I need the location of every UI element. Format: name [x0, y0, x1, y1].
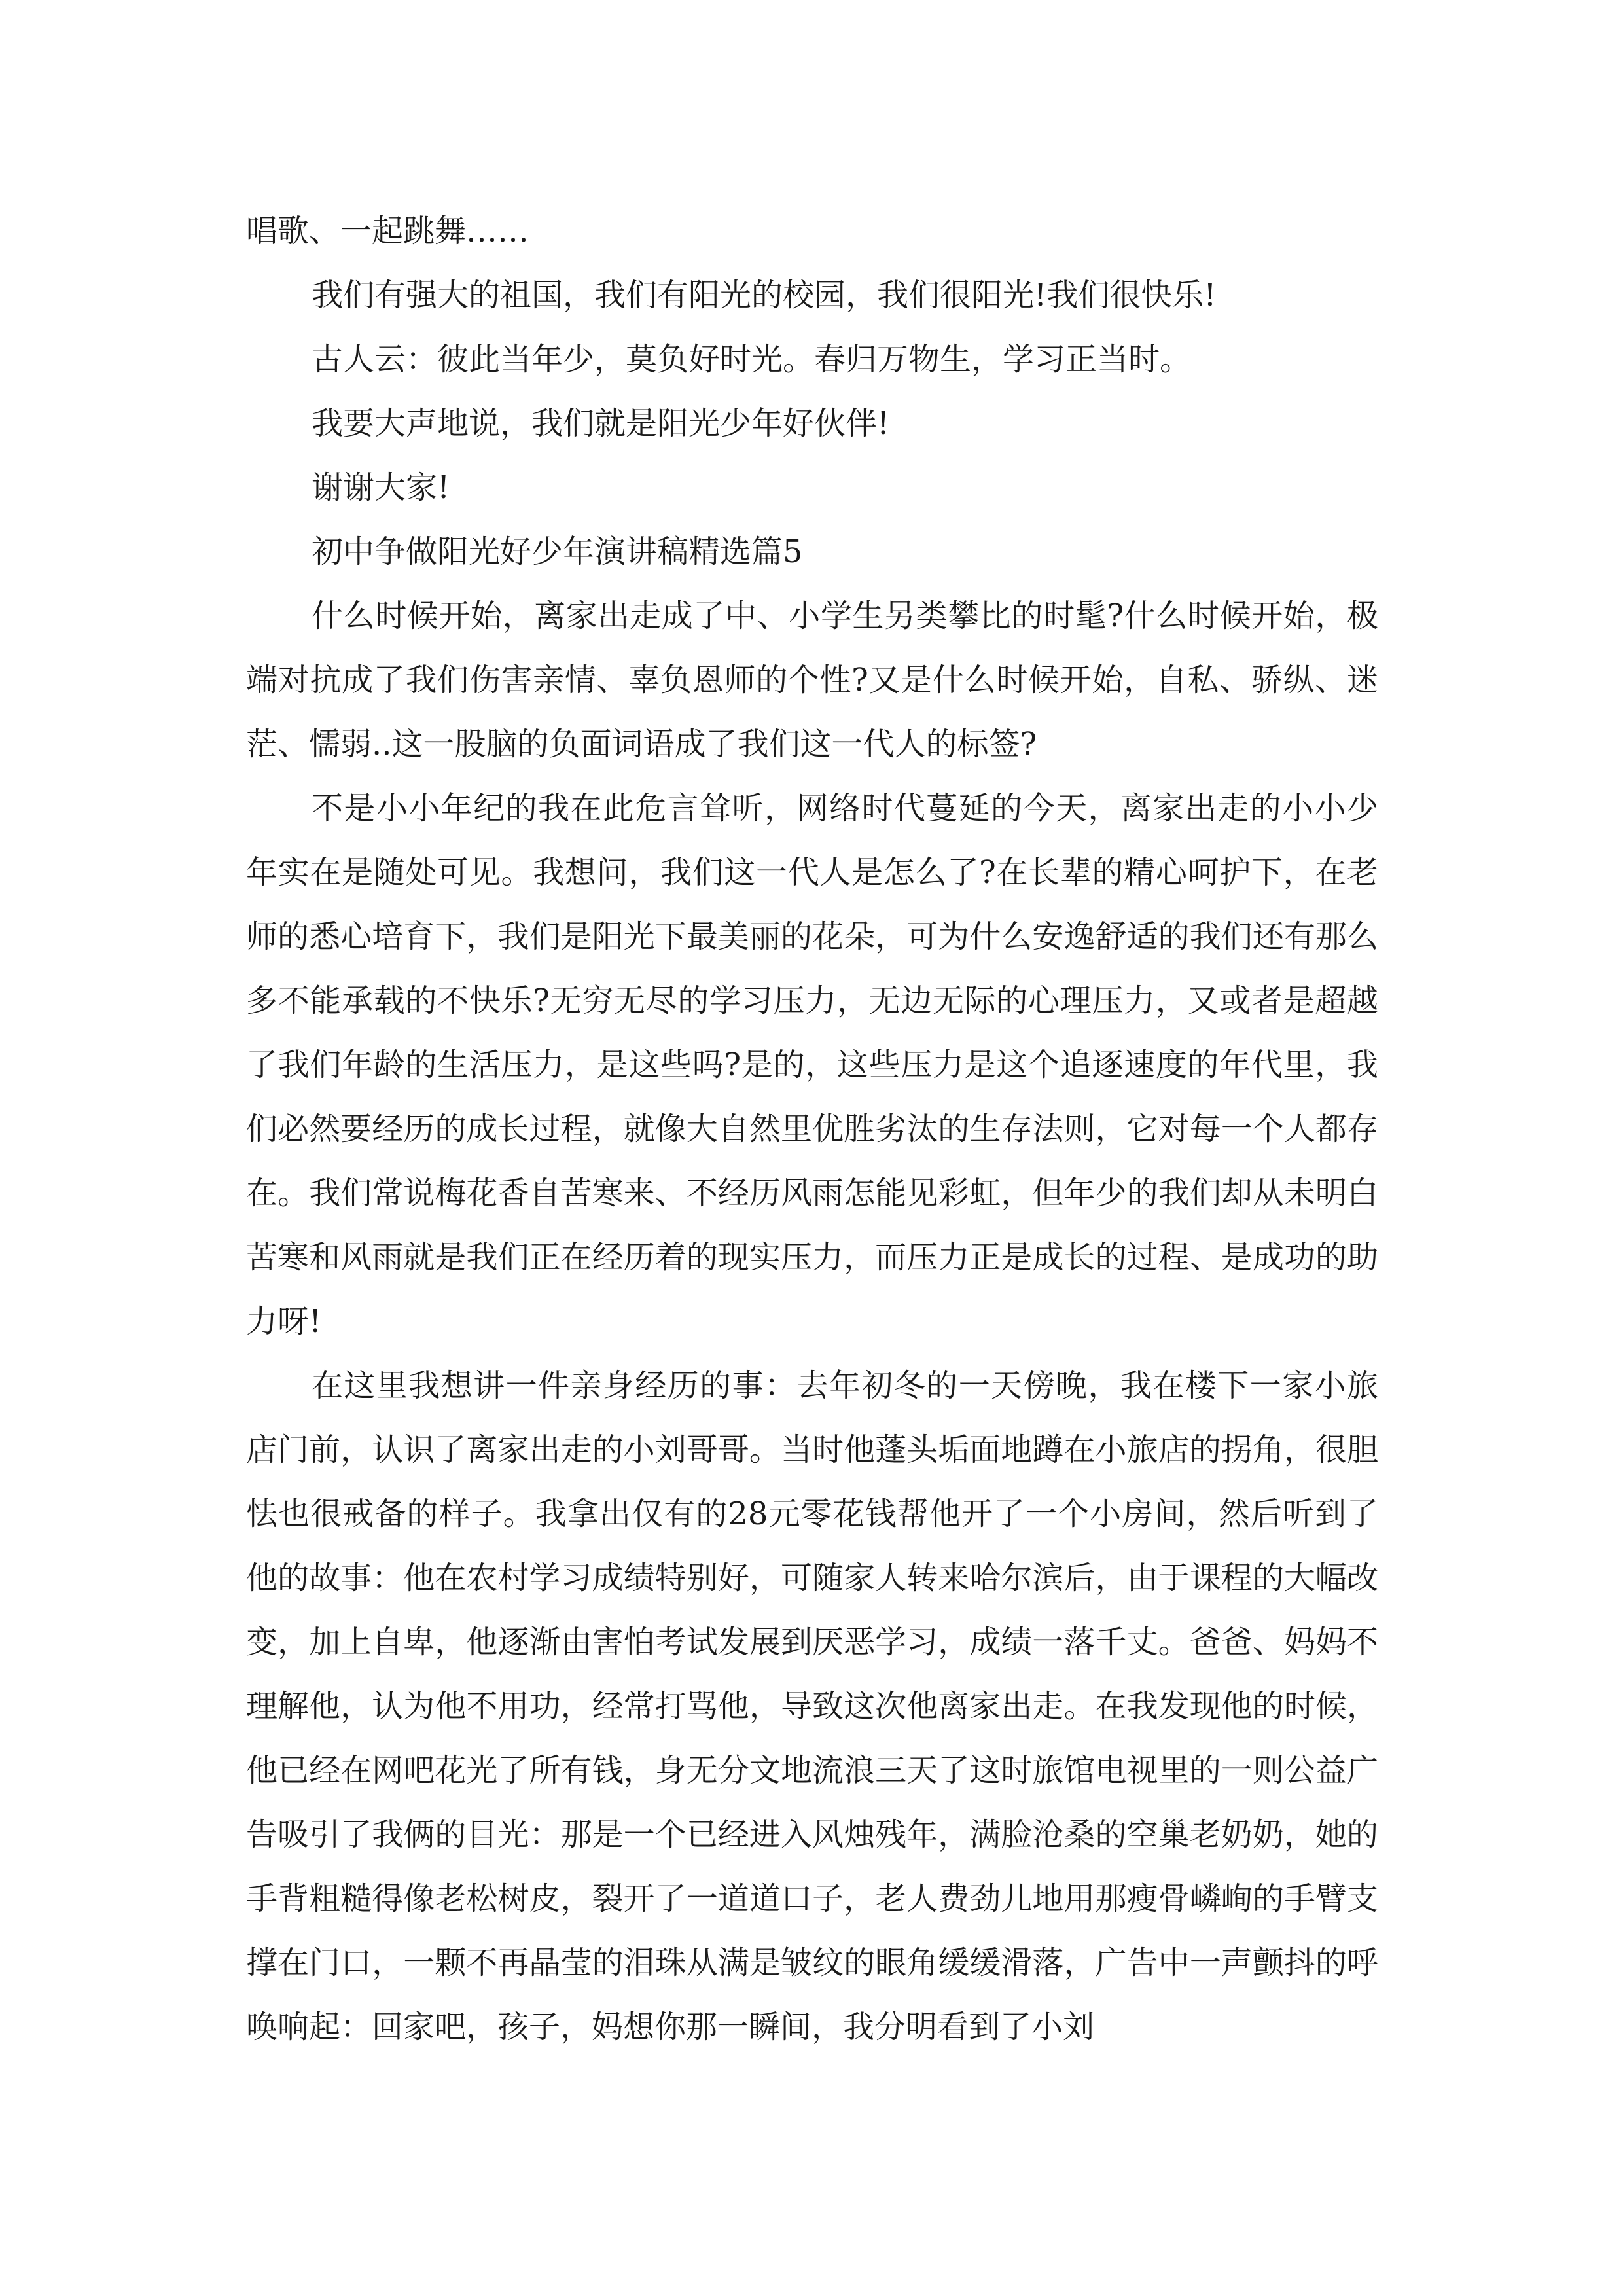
section-title: 初中争做阳光好少年演讲稿精选篇5	[312, 533, 803, 570]
paragraph-ancient-saying: 古人云：彼此当年少，莫负好时光。春归万物生，学习正当时。	[312, 341, 1192, 378]
paragraph-thanks: 谢谢大家!	[312, 469, 450, 506]
paragraph-story: 在这里我想讲一件亲身经历的事：去年初冬的一天傍晚，我在楼下一家小旅店门前，认识了离家出走的小刘哥哥。当时他蓬头垢面地蹲在小旅店的拐角，很胆怯也很戒备的样子。我拿出仅有的28元零花钱帮他开了一个小房间，然后听到了他的故事：他在农村学习成绩特别好，可随家人转来哈尔滨后，由于课程的大幅改变，加上自卑，他逐渐由害怕考试发展到厌恶学习，成绩一落千丈。爸爸、妈妈不理解他，认为他不用功，经常打骂他，导致这次他离家出走。在我发现他的时候，他已经在网吧花光了所有钱，身无分文地流浪三天了这时旅馆电视里的一则公益广告吸引了我俩的目光：那是一个已经进入风烛残年，满脸沧桑的空巢老奶奶，她的手背粗糙得像老松树皮，裂开了一道道口子，老人费劲儿地用那瘦骨嶙峋的手臂支撑在门口，一颗不再晶莹的泪珠从满是皱纹的眼角缓缓滑落，广告中一声颤抖的呼唤响起：回家吧，孩子，妈想你那一瞬间，我分明看到了小刘	[246, 1367, 1378, 2045]
paragraph-questions: 什么时候开始，离家出走成了中、小学生另类攀比的时髦?什么时候开始，极端对抗成了我们伤害亲情、辜负恩师的个性?又是什么时候开始，自私、骄纵、迷茫、懦弱..这一股脑的负面词语成了我们这一代人的标签?	[246, 598, 1378, 762]
paragraph-motherland: 我们有强大的祖国，我们有阳光的校园，我们很阳光!我们很快乐!	[312, 277, 1217, 314]
document-body	[246, 199, 1378, 2059]
paragraph-continuation: 唱歌、一起跳舞……	[246, 213, 529, 249]
paragraph-pressure: 不是小小年纪的我在此危言耸听，网络时代蔓延的今天，离家出走的小小少年实在是随处可见。我想问，我们这一代人是怎么了?在长辈的精心呵护下，在老师的悉心培育下，我们是阳光下最美丽的花朵，可为什么安逸舒适的我们还有那么多不能承载的不快乐?无穷无尽的学习压力，无边无际的心理压力，又或者是超越了我们年龄的生活压力，是这些吗?是的，这些压力是这个追逐速度的年代里，我们必然要经历的成长过程，就像大自然里优胜劣汰的生存法则，它对每一个人都存在。我们常说梅花香自苦寒来、不经历风雨怎能见彩虹，但年少的我们却从未明白苦寒和风雨就是我们正在经历着的现实压力，而压力正是成长的过程、是成功的助力呀!	[246, 790, 1378, 1340]
paragraph-declaration: 我要大声地说，我们就是阳光少年好伙伴!	[312, 405, 890, 442]
